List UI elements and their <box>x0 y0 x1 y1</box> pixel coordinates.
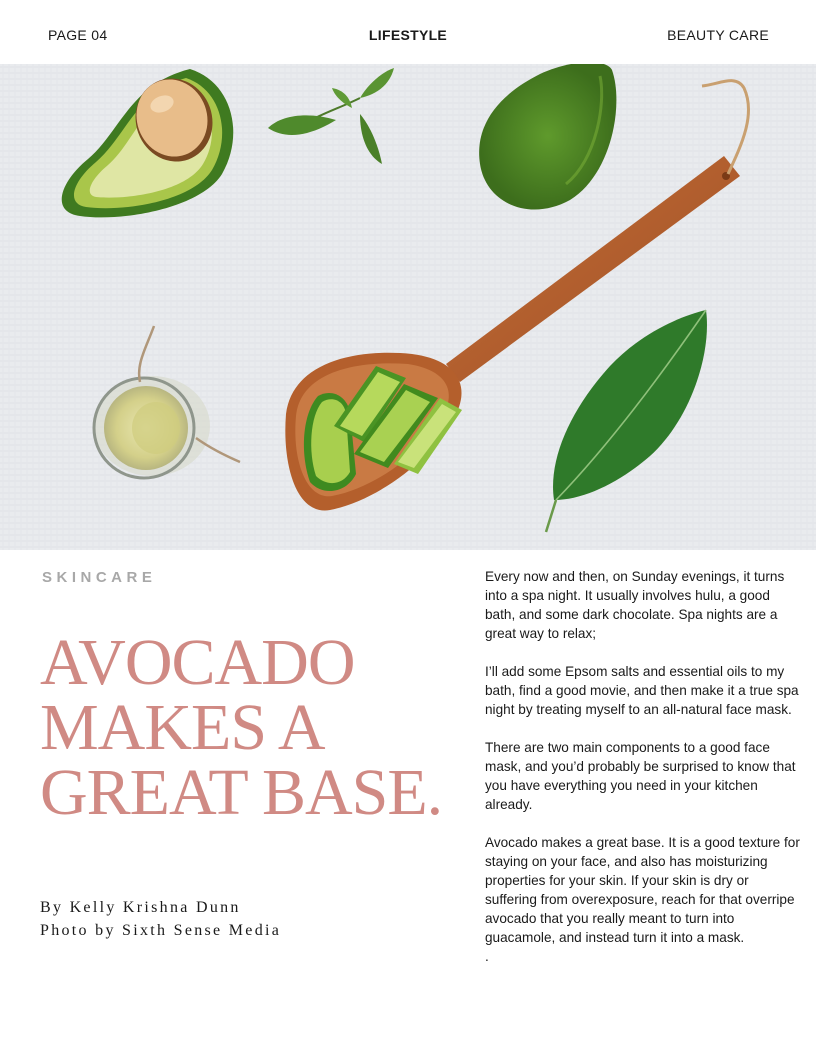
article-body <box>485 567 803 966</box>
section-kicker: SKINCARE <box>42 569 157 586</box>
trailing-mark: . <box>485 949 489 964</box>
paragraph: Avocado makes a great base. It is a good texture for staying on your face, and also has moisturizing properties for your skin. If your skin is dry or suffering from overexposure, reach for that overripe avocado that you really meant to turn into guacamole, and instead turn it into a mask. <box>485 835 800 945</box>
article-headline <box>40 626 460 829</box>
photo-credit: Photo by Sixth Sense Media <box>40 922 282 939</box>
page-header <box>0 0 816 64</box>
paragraph: I’ll add some Epsom salts and essential oils to my bath, find a good movie, and then make it a true spa night by treating myself to an all-natural face mask. <box>485 664 799 717</box>
page-number: PAGE 04 <box>48 27 108 43</box>
headline-line: AVOCADO <box>40 626 355 699</box>
author-credit: By Kelly Krishna Dunn <box>40 899 241 916</box>
paragraph: Every now and then, on Sunday evenings, it turns into a spa night. It usually involves hulu, a good bath, and some dark chocolate. Spa nights are a great way to relax; <box>485 569 785 641</box>
section-title: LIFESTYLE <box>368 27 448 43</box>
hero-photo <box>0 64 816 550</box>
paragraph: There are two main components to a good face mask, and you’d probably be surprised to know that you have everything you need in your kitchen already. <box>485 740 796 812</box>
category-label: BEAUTY CARE <box>667 27 769 43</box>
headline-line: GREAT BASE. <box>40 756 443 829</box>
byline <box>40 896 281 942</box>
headline-line: MAKES A <box>40 691 325 764</box>
